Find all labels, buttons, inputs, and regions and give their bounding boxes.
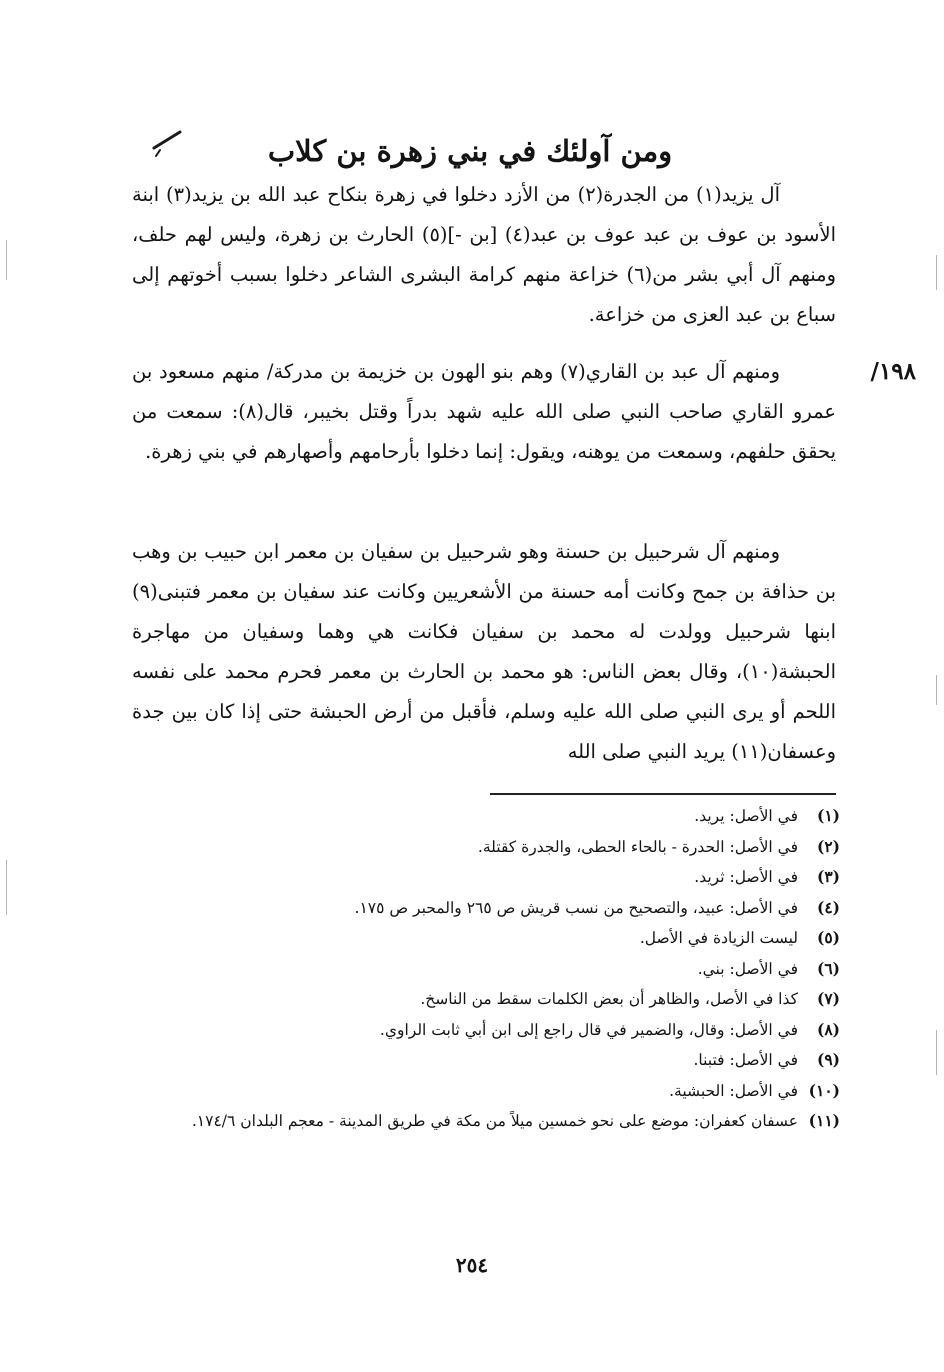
footnote-text: عسفان كعفران: موضع على نحو خمسين ميلاً من مكة في طريق المدينة - معجم البلدان ١٧٤/٦. [191,1112,798,1130]
scan-edge-mark [6,240,7,280]
footnote-number: (٦) [816,958,840,978]
scan-edge-mark [936,1030,937,1075]
paragraph-text: ومنهم آل عبد بن القاري(٧) وهم بنو الهون بن خزيمة بن مدركة/ منهم مسعود بن عمرو القاري صاحب النبي صلى الله عليه شهد بدراً وقتل بخيبر، قال(٨): سمعت من يحقق حلفهم، وسمعت من يوهنه، ويقول: إنما دخلوا بأرحامهم وأصهارهم في بني زهرة. [132,360,836,463]
pen-mark-icon [150,126,184,160]
footnote-item [140,862,840,893]
footnote-item [140,923,840,954]
footnote-number: (٩) [816,1050,840,1069]
footnote-text: كذا في الأصل، والظاهر أن بعض الكلمات سقط من الناسخ. [420,990,798,1008]
paragraph-3 [132,532,836,772]
footnote-number: (١١) [808,1111,840,1130]
footnote-text: في الأصل: بني. [697,959,798,978]
footnote-item [140,1015,840,1046]
footnote-text: ليست الزيادة في الأصل. [639,929,798,947]
footnote-number: (٨) [816,1019,840,1039]
footnote-text: في الأصل: الحبشية. [669,1081,798,1100]
footnote-item [140,893,840,924]
footnote-text: في الأصل: فتبنا. [693,1051,798,1069]
footnote-text: في الأصل: ثريد. [694,868,798,886]
footnote-number: (١) [816,806,840,825]
paragraph-text: ومنهم آل شرحبيل بن حسنة وهو شرحبيل بن سفيان بن معمر ابن حبيب بن وهب بن حذافة بن جمح وكانت أمه حسنة من الأشعريين وكانت عند سفيان بن معمر فتبنى(٩) ابنها شرحبيل وولدت له محمد بن سفيان فكانت هي وهما وسفيان من مهاجرة الحبشة(١٠)، وقال بعض الناس: هو محمد بن الحارث بن معمر فحرم محمد على نفسه اللحم أو يرى النبي صلى الله عليه وسلم، فأقبل من أرض الحبشة حتى إذا كان بين جدة وعسفان(١١) يريد النبي صلى الله [132,540,836,763]
footnote-item [140,1106,840,1137]
scan-edge-mark [6,860,7,915]
footnote-number: (٧) [816,989,840,1008]
paragraph-text: آل يزيد(١) من الجدرة(٢) من الأزد دخلوا في زهرة بنكاح عبد الله بن يزيد(٣) ابنة الأسود بن عوف بن عبد عوف بن عبد(٤) [بن -](٥) الحارث بن زهرة، وليس لهم حلف، ومنهم آل أبي بشر من(٦) خزاعة منهم كرامة البشرى الشاعر دخلوا بسبب أخوتهم إلى سباع بن عبد العزى من خزاعة. [132,183,836,326]
margin-page-reference: ١٩٨/ [870,358,916,385]
paragraph-2 [132,352,836,472]
footnote-item [140,832,840,863]
footnote-number: (٣) [816,867,840,886]
footnote-text: في الأصل: وقال، والضمير في قال راجع إلى ابن أبي ثابت الراوي. [379,1020,798,1039]
footnote-text: في الأصل: يريد. [694,807,798,825]
footnote-separator [490,793,836,795]
footnote-item [140,954,840,985]
footnote-item [140,984,840,1015]
footnote-number: (٥) [816,928,840,947]
footnote-text: في الأصل: الحدرة - بالحاء الحطى، والجدرة كقتلة. [477,837,798,856]
page-title: ومن آولئك في بني زهرة بن كلاب [267,134,673,169]
footnote-number: (٤) [816,897,840,917]
footnote-number: (١٠) [808,1080,840,1100]
page-number: ٢٥٤ [455,1253,489,1277]
footnote-number: (٢) [816,836,840,856]
paragraph-1 [132,175,836,335]
scan-edge-mark [936,255,937,290]
footnote-item [140,801,840,832]
footnote-item [140,1045,840,1076]
scan-edge-mark [936,675,937,705]
footnote-item [140,1076,840,1107]
footnotes-list [140,801,840,1137]
footnote-text: في الأصل: عبيد، والتصحيح من نسب قريش ص ٢٦٥ والمحبر ص ١٧٥. [354,898,798,917]
